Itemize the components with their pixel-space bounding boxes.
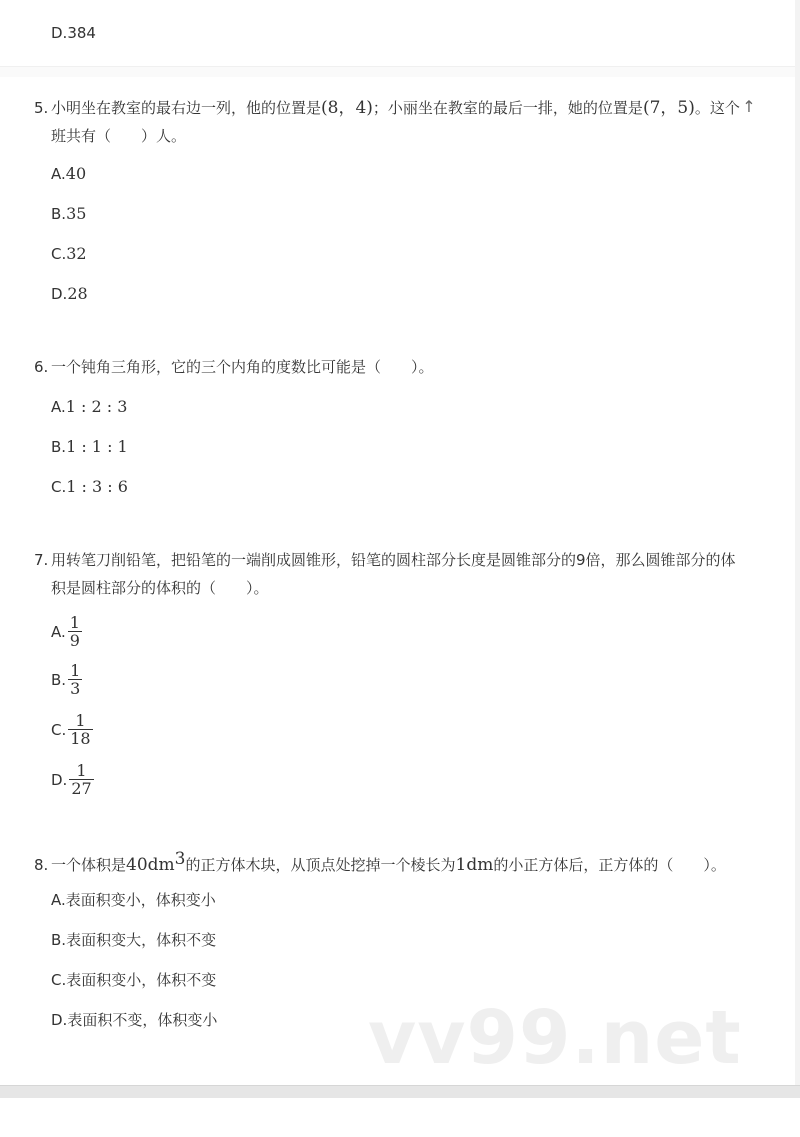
question-text-line2: 积是圆柱部分的体积的（ ）。 bbox=[51, 579, 269, 597]
question-text: 一个钝角三角形，它的三个内角的度数比可能是（ ）。 bbox=[51, 358, 434, 376]
question-text: 小明坐在教室的最右边一列，他的位置是 bbox=[51, 99, 322, 117]
option-b[interactable] bbox=[51, 930, 216, 950]
question-text: 一个体积是 bbox=[51, 856, 127, 874]
option-value: 1 : 3 : 6 bbox=[66, 477, 128, 496]
question-text: 的正方体木块，从顶点处挖掉一个棱长为 bbox=[185, 856, 456, 874]
question-text: ；小丽坐在教室的最后一排，她的位置是 bbox=[372, 99, 643, 117]
section-divider bbox=[0, 66, 795, 77]
numerator: 1 bbox=[69, 613, 80, 632]
option-label: A. bbox=[51, 622, 66, 641]
option-value: 40 bbox=[65, 164, 87, 183]
question-text: 用转笔刀削铅笔，把铅笔的一端削成圆锥形，铅笔的圆柱部分长度是圆锥部分的9倍，那么圆锥部分的体 bbox=[51, 551, 736, 569]
option-b[interactable] bbox=[51, 662, 82, 697]
option-label: C. bbox=[51, 971, 67, 989]
option-value: 32 bbox=[66, 244, 87, 263]
option-label: D. bbox=[51, 770, 68, 789]
option-label: A. bbox=[51, 165, 66, 183]
volume-value: 40dm bbox=[126, 855, 175, 875]
edge-value: 1dm bbox=[455, 855, 494, 875]
option-label: A. bbox=[51, 891, 66, 909]
option-label: D. bbox=[51, 285, 68, 303]
option-b[interactable] bbox=[51, 204, 86, 224]
option-a[interactable] bbox=[51, 397, 127, 417]
option-value: 表面积变小，体积不变 bbox=[66, 971, 217, 989]
option-value: 表面积不变，体积变小 bbox=[67, 1011, 218, 1029]
fraction bbox=[68, 614, 82, 649]
fraction bbox=[68, 662, 82, 697]
option-label: B. bbox=[51, 438, 67, 456]
question-8 bbox=[34, 845, 764, 879]
option-d[interactable] bbox=[51, 1010, 217, 1030]
page-break bbox=[0, 1085, 800, 1099]
numerator: 1 bbox=[70, 661, 81, 680]
option-a[interactable] bbox=[51, 614, 82, 649]
numerator: 1 bbox=[76, 761, 87, 780]
prev-option-d: D.384 bbox=[51, 24, 96, 42]
option-label: C. bbox=[51, 720, 67, 739]
option-c[interactable] bbox=[51, 970, 216, 990]
denominator: 27 bbox=[71, 779, 92, 798]
question-number: 6. bbox=[34, 358, 49, 376]
next-page bbox=[0, 1098, 800, 1137]
exponent: 3 bbox=[174, 849, 186, 869]
option-c[interactable] bbox=[51, 477, 128, 497]
scroll-to-top-icon[interactable]: ↑ bbox=[742, 97, 756, 116]
fraction bbox=[69, 762, 93, 797]
question-text: 的小正方体后，正方体的（ ）。 bbox=[493, 856, 726, 874]
option-c[interactable] bbox=[51, 244, 87, 264]
fraction bbox=[68, 712, 92, 747]
option-label: B. bbox=[51, 931, 67, 949]
question-text-line2: 班共有（ ）人。 bbox=[51, 127, 187, 145]
option-b[interactable] bbox=[51, 437, 128, 457]
option-label: B. bbox=[51, 205, 67, 223]
denominator: 9 bbox=[69, 631, 80, 650]
option-d[interactable] bbox=[51, 762, 94, 797]
scrollbar-track[interactable] bbox=[795, 0, 800, 1137]
option-value: 1 : 2 : 3 bbox=[65, 397, 128, 416]
question-number: 8. bbox=[34, 856, 49, 874]
option-label: C. bbox=[51, 478, 67, 496]
watermark: vv99.net bbox=[368, 995, 742, 1081]
coordinate: (8，4) bbox=[321, 98, 373, 118]
option-a[interactable] bbox=[51, 890, 216, 910]
option-value: 表面积变小，体积变小 bbox=[65, 891, 216, 909]
option-label: D. bbox=[51, 1011, 68, 1029]
option-value: 35 bbox=[66, 204, 87, 223]
option-label: B. bbox=[51, 670, 67, 689]
question-number: 5. bbox=[34, 99, 49, 117]
question-number: 7. bbox=[34, 551, 49, 569]
option-value: 表面积变大，体积不变 bbox=[66, 931, 217, 949]
denominator: 18 bbox=[70, 729, 91, 748]
option-c[interactable] bbox=[51, 712, 93, 747]
question-7 bbox=[34, 546, 764, 602]
option-value: 1 : 1 : 1 bbox=[66, 437, 128, 456]
question-text: 。这个 bbox=[694, 99, 740, 117]
option-label: A. bbox=[51, 398, 66, 416]
option-d[interactable] bbox=[51, 284, 88, 304]
option-value: 28 bbox=[67, 284, 88, 303]
question-6 bbox=[34, 353, 764, 381]
question-5 bbox=[34, 94, 764, 150]
coordinate: (7，5) bbox=[642, 98, 695, 118]
denominator: 3 bbox=[70, 679, 81, 698]
numerator: 1 bbox=[75, 711, 86, 730]
option-label: C. bbox=[51, 245, 67, 263]
option-a[interactable] bbox=[51, 164, 86, 184]
